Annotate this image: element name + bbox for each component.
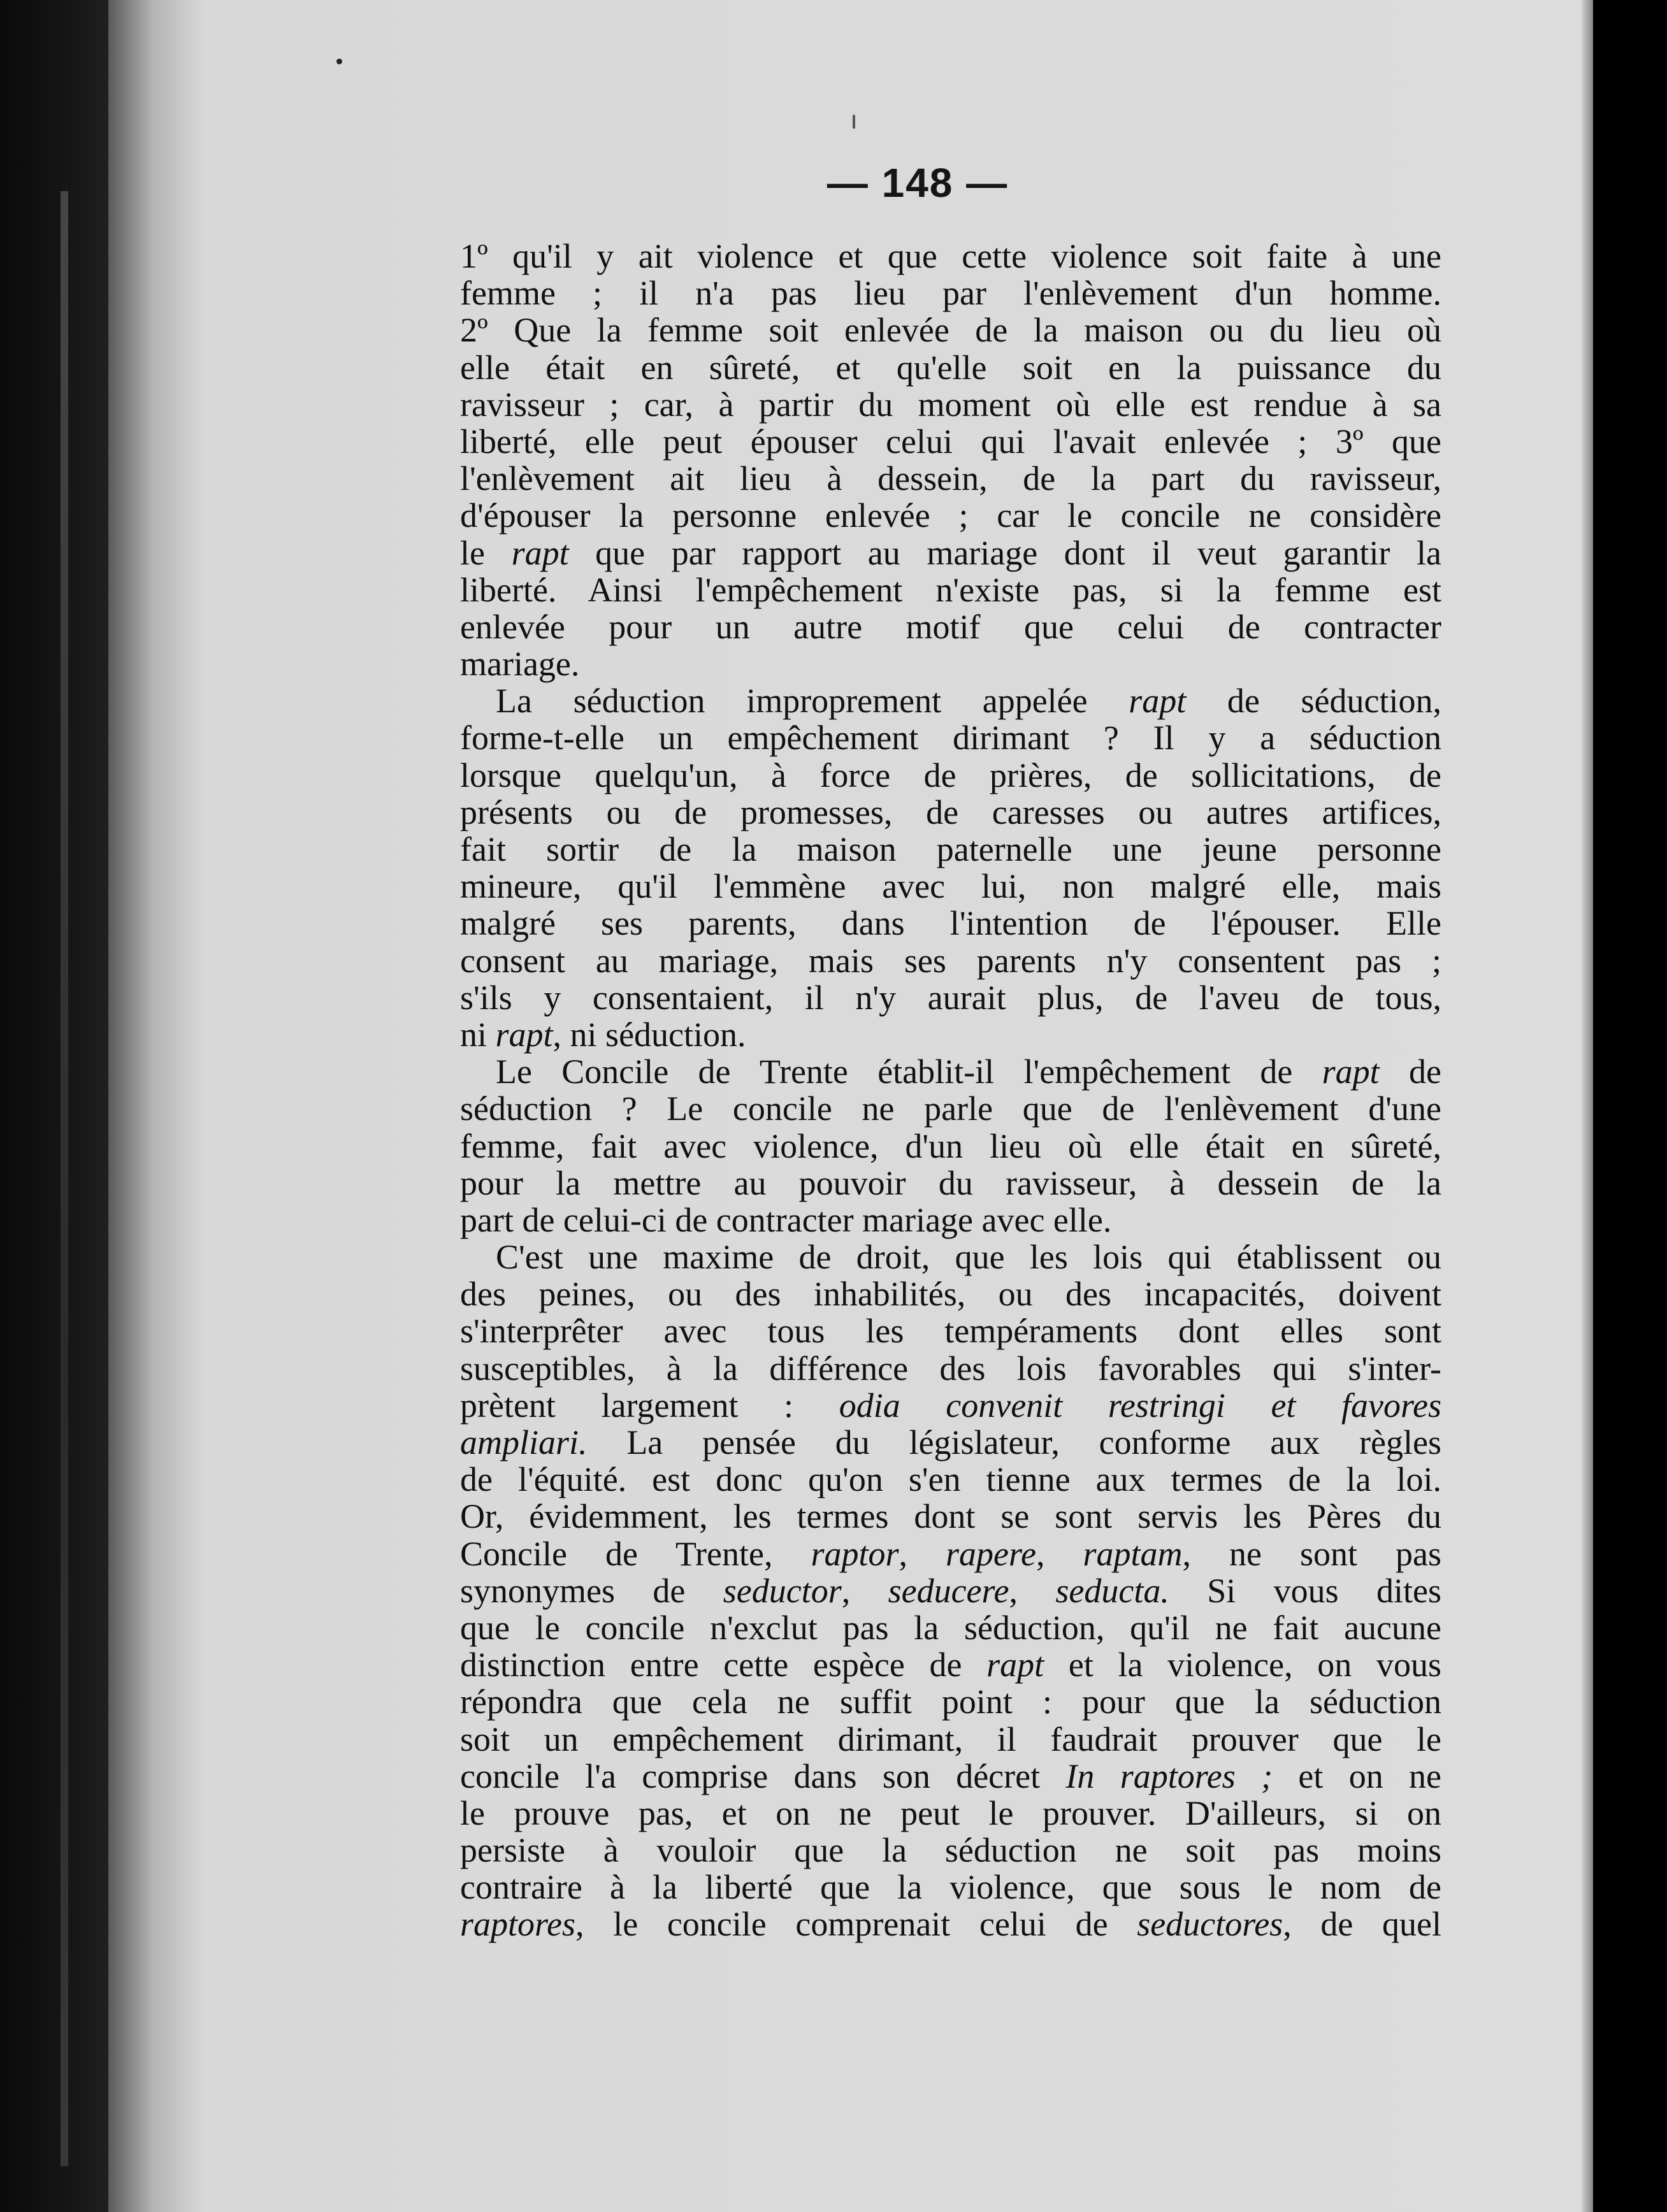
text-line: de l'équité. est donc qu'on s'en tienne aux termes de la loi.: [460, 1460, 1441, 1499]
text-span: et on ne: [1273, 1756, 1441, 1795]
text-line: l'enlèvement ait lieu à dessein, de la part du ravisseur,: [460, 459, 1441, 498]
italic-span: rapt: [1322, 1052, 1380, 1091]
text-line: mariage.: [460, 645, 580, 684]
text-line: [460, 1535, 1441, 1572]
text-span: de: [1379, 1052, 1441, 1091]
ink-speck: [853, 115, 855, 129]
text-span: de séduction,: [1186, 682, 1441, 721]
text-span: , ne sont pas: [1182, 1534, 1442, 1573]
text-line: que le concile n'exclut pas la séduction, qu'il ne fait aucune: [460, 1608, 1441, 1647]
text-line: liberté, elle peut épouser celui qui l'avait enlevée ; 3º que: [460, 422, 1441, 461]
text-line: d'épouser la personne enlevée ; car le concile ne considère: [460, 496, 1441, 535]
text-span: Concile de Trente,: [460, 1534, 811, 1573]
italic-span: raptores: [460, 1905, 576, 1944]
text-line: lorsque quelqu'un, à force de prières, de sollicitations, de: [460, 756, 1441, 794]
binding-edge: [61, 191, 68, 2166]
text-line: [460, 1758, 1441, 1795]
body-text: [460, 238, 1441, 1943]
text-line: liberté. Ainsi l'empêchement n'existe pas, si la femme est: [460, 570, 1441, 609]
text-span: ,: [1036, 1534, 1083, 1573]
text-line: ravisseur ; car, à partir du moment où elle est rendue à sa: [460, 385, 1441, 424]
text-line: consent au mariage, mais ses parents n'y consentent pas ;: [460, 941, 1441, 980]
text-line: malgré ses parents, dans l'intention de l'épouser. Elle: [460, 904, 1441, 943]
text-line: [460, 1387, 1441, 1424]
text-span: concile l'a comprise dans son décret: [460, 1756, 1066, 1795]
italic-span: rapt: [986, 1646, 1044, 1684]
italic-span: seductor: [723, 1571, 842, 1610]
text-span: prètent largement :: [460, 1386, 839, 1425]
text-line: forme-t-elle un empêchement dirimant ? Il y a séduction: [460, 719, 1441, 758]
text-line: des peines, ou des inhabilités, ou des incapacités, doivent: [460, 1275, 1441, 1314]
italic-span: seductores: [1137, 1905, 1283, 1944]
text-line: [460, 1053, 1441, 1090]
page-number: — 148 —: [826, 160, 1009, 206]
text-span: Si vous dites: [1169, 1571, 1442, 1610]
text-span: , le concile comprenait celui de: [575, 1905, 1137, 1944]
text-line: [460, 1424, 1441, 1461]
italic-span: seducere: [888, 1571, 1009, 1610]
text-span: La pensée du législateur, conforme aux règles: [587, 1423, 1441, 1462]
text-line: enlevée pour un autre motif que celui de contracter: [460, 607, 1441, 646]
text-line: Or, évidemment, les termes dont se sont servis les Pères du: [460, 1497, 1441, 1536]
text-span: ,: [898, 1534, 946, 1573]
text-line: [460, 1572, 1441, 1609]
text-line: fait sortir de la maison paternelle une jeune personne: [460, 830, 1441, 868]
text-span: ni: [460, 1015, 496, 1054]
text-line: s'interprêter avec tous les tempéraments dont elles sont: [460, 1312, 1441, 1351]
italic-span: rapere: [946, 1534, 1037, 1573]
text-span: distinction entre cette espèce de: [460, 1646, 987, 1684]
text-line: présents ou de promesses, de caresses ou autres artifices,: [460, 793, 1441, 831]
text-line: le prouve pas, et on ne peut le prouver. D'ailleurs, si on: [460, 1793, 1441, 1832]
text-span: Le Concile de Trente établit-il l'empêchement de: [496, 1052, 1322, 1091]
text-line: [460, 535, 1441, 571]
italic-span: rapt: [495, 1015, 553, 1054]
text-line: s'ils y consentaient, il n'y aurait plus, de l'aveu de tous,: [460, 978, 1441, 1017]
text-line: [460, 1646, 1441, 1683]
italic-span: rapt: [511, 533, 569, 572]
italic-span: In raptores ;: [1065, 1756, 1273, 1795]
ink-speck: [336, 59, 342, 64]
text-span: ,: [841, 1571, 888, 1610]
text-line: contraire à la liberté que la violence, que sous le nom de: [460, 1868, 1441, 1907]
text-span: synonymes de: [460, 1571, 723, 1610]
text-line: 2º Que la femme soit enlevée de la maison ou du lieu où: [460, 311, 1441, 350]
italic-span: raptor: [811, 1534, 899, 1573]
italic-span: ampliari.: [460, 1423, 588, 1462]
text-line: persiste à vouloir que la séduction ne soit pas moins: [460, 1831, 1441, 1870]
text-line: [460, 682, 1441, 719]
text-line: part de celui-ci de contracter mariage avec elle.: [460, 1200, 1112, 1239]
text-span: , de quel: [1283, 1905, 1441, 1944]
text-line: mineure, qu'il l'emmène avec lui, non malgré elle, mais: [460, 867, 1441, 906]
text-line: elle était en sûreté, et qu'elle soit en la puissance du: [460, 348, 1441, 387]
scan-right-border: [1593, 0, 1667, 2212]
text-line: pour la mettre au pouvoir du ravisseur, à dessein de la: [460, 1163, 1441, 1202]
text-line: séduction ? Le concile ne parle que de l'enlèvement d'une: [460, 1089, 1441, 1128]
text-line: susceptibles, à la différence des lois favorables qui s'inter-: [460, 1349, 1441, 1388]
text-line: répondra que cela ne suffit point : pour que la séduction: [460, 1683, 1441, 1721]
text-span: ,: [1009, 1571, 1056, 1610]
text-line: soit un empêchement dirimant, il faudrait prouver que le: [460, 1720, 1441, 1758]
text-line: [460, 1906, 1441, 1943]
text-line: femme, fait avec violence, d'un lieu où elle était en sûreté,: [460, 1126, 1441, 1165]
text-span: et la violence, on vous: [1044, 1646, 1441, 1684]
text-line: C'est une maxime de droit, que les lois qui établissent ou: [496, 1238, 1441, 1277]
italic-span: rapt: [1129, 682, 1187, 721]
text-span: que par rapport au mariage dont il veut garantir la: [568, 533, 1441, 572]
italic-span: odia convenit restringi et favores: [839, 1386, 1441, 1425]
text-span: le: [460, 533, 512, 572]
text-line: 1º qu'il y ait violence et que cette violence soit faite à une: [460, 237, 1441, 275]
italic-span: seducta.: [1055, 1571, 1169, 1610]
text-span: La séduction improprement appelée: [496, 682, 1129, 721]
text-line: femme ; il n'a pas lieu par l'enlèvement d'un homme.: [460, 274, 1441, 313]
text-line: [460, 1016, 1441, 1053]
italic-span: raptam: [1083, 1534, 1183, 1573]
text-span: , ni séduction.: [552, 1015, 746, 1054]
